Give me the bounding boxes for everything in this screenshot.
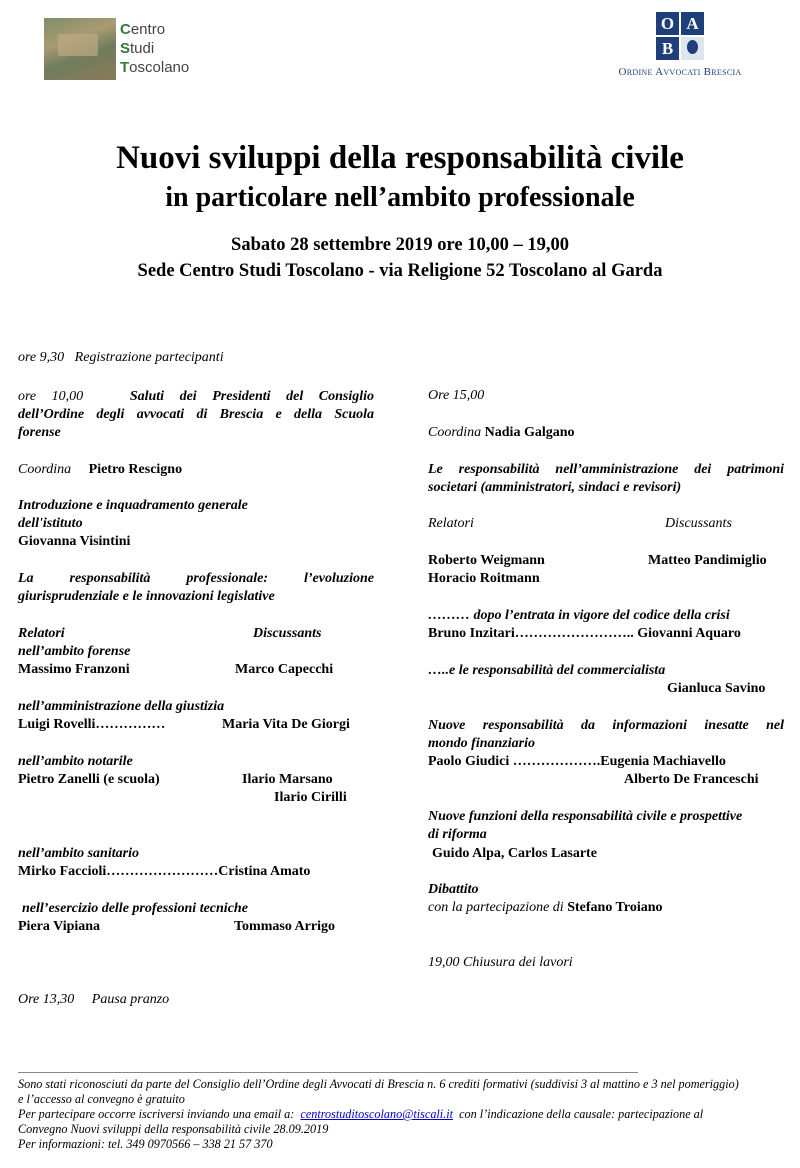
centro-studi-toscolano-logo: [44, 18, 196, 80]
event-venue: Sede Centro Studi Toscolano - via Religione 52 Toscolano al Garda: [137, 261, 663, 281]
logo-line-2: Studi: [120, 40, 155, 57]
afternoon-coordinator-name: Nadia Galgano: [484, 425, 575, 440]
oab-letter-o: O: [656, 12, 679, 35]
saluti-line-3: forense: [18, 425, 61, 440]
intro-line-2: dell'istituto: [18, 516, 83, 531]
session-sanitario-title: nell’ambito sanitario: [18, 846, 139, 861]
session-tecniche-title: nell’esercizio delle professioni tecniche: [22, 901, 248, 916]
finanziario-line-2: mondo finanziario: [428, 736, 535, 751]
lunch-text: Pausa pranzo: [91, 992, 170, 1007]
saluti-time: ore 10,00: [18, 389, 84, 404]
session-forense-speaker: Massimo Franzoni: [18, 662, 130, 677]
commercialista-speaker: Gianluca Savino: [667, 681, 766, 696]
intro-line-1: Introduzione e inquadramento generale: [18, 498, 248, 513]
dibattito-title: Dibattito: [428, 882, 479, 897]
footer-credits-line: Sono stati riconosciuti da parte del Consiglio dell’Ordine degli Avvocati di Brescia n. 6 crediti formativi (suddivisi 3 al mattino e 3 nel pomeriggio): [18, 1077, 739, 1091]
afternoon-relatori-label: Relatori: [428, 516, 474, 531]
discussants-label: Discussants: [253, 626, 322, 641]
logo-line-3: Toscolano: [120, 59, 190, 76]
logo-text: [120, 20, 189, 77]
lunch-row: [18, 991, 374, 1009]
oab-letter-b: B: [656, 37, 679, 60]
finanziario-speakers: Paolo Giudici ……………….Eugenia Machiavello: [428, 754, 726, 769]
logo-line-1: Centro: [120, 21, 166, 38]
session-forense-discussant: Marco Capecchi: [235, 662, 334, 677]
lake-photo-icon: [44, 18, 116, 80]
topic-line-2: giurisprudenziale e le innovazioni legislative: [18, 589, 275, 604]
footer-registration-line: [18, 1107, 786, 1122]
saluti-line-2: dell’Ordine degli avvocati di Brescia e della Scuola: [18, 407, 374, 422]
session-tecniche-discussant: Tommaso Arrigo: [234, 919, 335, 934]
oab-caption: Ordine Avvocati Brescia: [618, 66, 742, 78]
session-notarile-title: nell’ambito notarile: [18, 754, 133, 769]
footer-divider: [18, 1072, 638, 1073]
registration-time: ore 9,30: [18, 350, 65, 365]
saluti-line-1: [18, 388, 374, 406]
footer-registration-pre: Per partecipare occorre iscriversi inviando una email a:: [18, 1107, 295, 1121]
session-tecniche-speaker: Piera Vipiana: [18, 919, 101, 934]
saluti-text-1: Saluti dei Presidenti del Consiglio: [129, 389, 374, 404]
crisi-title: ……… dopo l’entrata in vigore del codice della crisi: [428, 608, 730, 623]
session-giustizia-discussant: Maria Vita De Giorgi: [222, 717, 350, 732]
footer-free-access: e l’accesso al convegno è gratuito: [18, 1092, 185, 1106]
dibattito-name: Stefano Troiano: [567, 900, 663, 915]
registration-row: [18, 349, 374, 367]
afternoon-coordinator-row: [428, 424, 784, 442]
session-giustizia-title: nell’amministrazione della giustizia: [18, 699, 225, 714]
afternoon-time: Ore 15,00: [428, 388, 485, 403]
finanziario-line-1: Nuove responsabilità da informazioni inesatte nel: [428, 718, 784, 733]
email-link[interactable]: centrostuditoscolano@tiscali.it: [300, 1107, 454, 1121]
footer-registration-post: con l’indicazione della causale: partecipazione al: [459, 1107, 704, 1121]
afternoon-topic-line-1: Le responsabilità nell’amministrazione dei patrimoni: [428, 462, 784, 477]
finanziario-discussant: Alberto De Franceschi: [624, 772, 759, 787]
event-date: Sabato 28 settembre 2019 ore 10,00 – 19,00: [231, 235, 569, 255]
session-notarile-discussant-1: Ilario Marsano: [242, 772, 333, 787]
afternoon-discussant-1: Matteo Pandimiglio: [648, 553, 767, 568]
topic-line-1: La responsabilità professionale: l’evoluzione: [18, 571, 374, 586]
coordinator-label: Coordina: [18, 462, 72, 477]
page-title: Nuovi sviluppi della responsabilità civile: [116, 140, 684, 176]
crisi-speakers: Bruno Inzitari…………………….. Giovanni Aquaro: [428, 626, 741, 641]
afternoon-coordinator-label: Coordina: [428, 425, 482, 440]
riforma-line-2: di riforma: [428, 827, 487, 842]
footer-convegno-line: Convegno Nuovi sviluppi della responsabilità civile 28.09.2019: [18, 1122, 329, 1136]
coordinator-name: Pietro Rescigno: [88, 462, 183, 477]
session-forense-title: nell’ambito forense: [18, 644, 131, 659]
lunch-time: Ore 13,30: [18, 992, 75, 1007]
portrait-icon: [681, 37, 704, 60]
footer-info-line: Per informazioni: tel. 349 0970566 – 338 21 57 370: [18, 1137, 273, 1151]
intro-speaker: Giovanna Visintini: [18, 534, 131, 549]
session-giustizia-speaker: Luigi Rovelli……………: [18, 717, 166, 732]
afternoon-speaker-1: Roberto Weigmann: [428, 553, 545, 568]
closing-row: 19,00 Chiusura dei lavori: [428, 955, 573, 970]
oab-letter-a: A: [681, 12, 704, 35]
page-subtitle: in particolare nell’ambito professionale: [165, 182, 635, 213]
dibattito-prefix: con la partecipazione di: [428, 900, 564, 915]
riforma-line-1: Nuove funzioni della responsabilità civile e prospettive: [428, 809, 743, 824]
commercialista-title: …..e le responsabilità del commercialista: [428, 663, 666, 678]
session-sanitario-speakers: Mirko Faccioli……………………Cristina Amato: [18, 864, 311, 879]
afternoon-speaker-2: Horacio Roitmann: [428, 571, 540, 586]
dibattito-row: [428, 899, 784, 917]
ordine-avvocati-brescia-logo: [610, 12, 750, 82]
afternoon-discussants-label: Discussants: [665, 516, 732, 531]
oab-emblem-icon: [656, 12, 704, 60]
riforma-speakers: Guido Alpa, Carlos Lasarte: [432, 846, 597, 861]
session-notarile-discussant-2: Ilario Cirilli: [274, 790, 347, 805]
afternoon-topic-line-2: societari (amministratori, sindaci e revisori): [428, 480, 682, 495]
relatori-label: Relatori: [18, 626, 65, 641]
registration-text: Registrazione partecipanti: [74, 350, 224, 365]
coordinator-row: [18, 461, 374, 479]
session-notarile-speaker: Pietro Zanelli (e scuola): [18, 772, 160, 787]
